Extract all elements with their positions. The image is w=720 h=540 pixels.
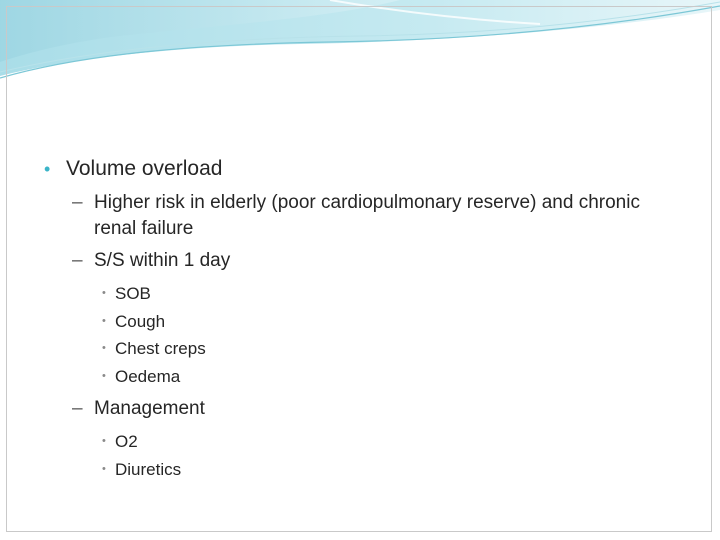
dot-marker: •: [102, 435, 106, 447]
bullet-text: Volume overload: [66, 157, 223, 180]
subbullet-management: [44, 396, 684, 422]
bullet-marker: •: [44, 159, 51, 179]
list-item-text: Diuretics: [115, 459, 182, 479]
list-item-text: O2: [115, 432, 138, 451]
dot-marker: •: [102, 369, 106, 382]
subbullet-text: S/S within 1 day: [94, 250, 231, 271]
list-item-text: Oedema: [115, 366, 181, 386]
dash-marker: –: [72, 192, 83, 213]
dash-marker: –: [72, 250, 83, 271]
management-list: [44, 428, 684, 483]
list-item-text: Chest creps: [115, 339, 206, 358]
slide-content: [44, 156, 684, 489]
dot-marker: •: [102, 287, 106, 299]
list-item-diuretics: [44, 456, 684, 484]
dot-marker: •: [102, 314, 106, 327]
subbullet-risk: [44, 190, 684, 242]
list-item-cough: [44, 308, 684, 336]
list-item-chest-creps: [44, 335, 684, 363]
signs-list: [44, 280, 684, 390]
subbullet-signs: [44, 248, 684, 274]
list-item-o2: [44, 428, 684, 456]
dot-marker: •: [102, 462, 106, 475]
header-wave-decoration: [0, 0, 720, 80]
dot-marker: •: [102, 342, 106, 354]
list-item-oedema: [44, 363, 684, 391]
list-item-sob: [44, 280, 684, 308]
bullet-volume-overload: [44, 156, 684, 182]
subbullet-text: Higher risk in elderly (poor cardiopulmonary reserve) and chronic renal failure: [94, 192, 640, 239]
list-item-text: Cough: [115, 311, 166, 331]
list-item-text: SOB: [115, 284, 151, 303]
dash-marker: –: [72, 398, 83, 419]
subbullet-text: Management: [94, 398, 205, 419]
